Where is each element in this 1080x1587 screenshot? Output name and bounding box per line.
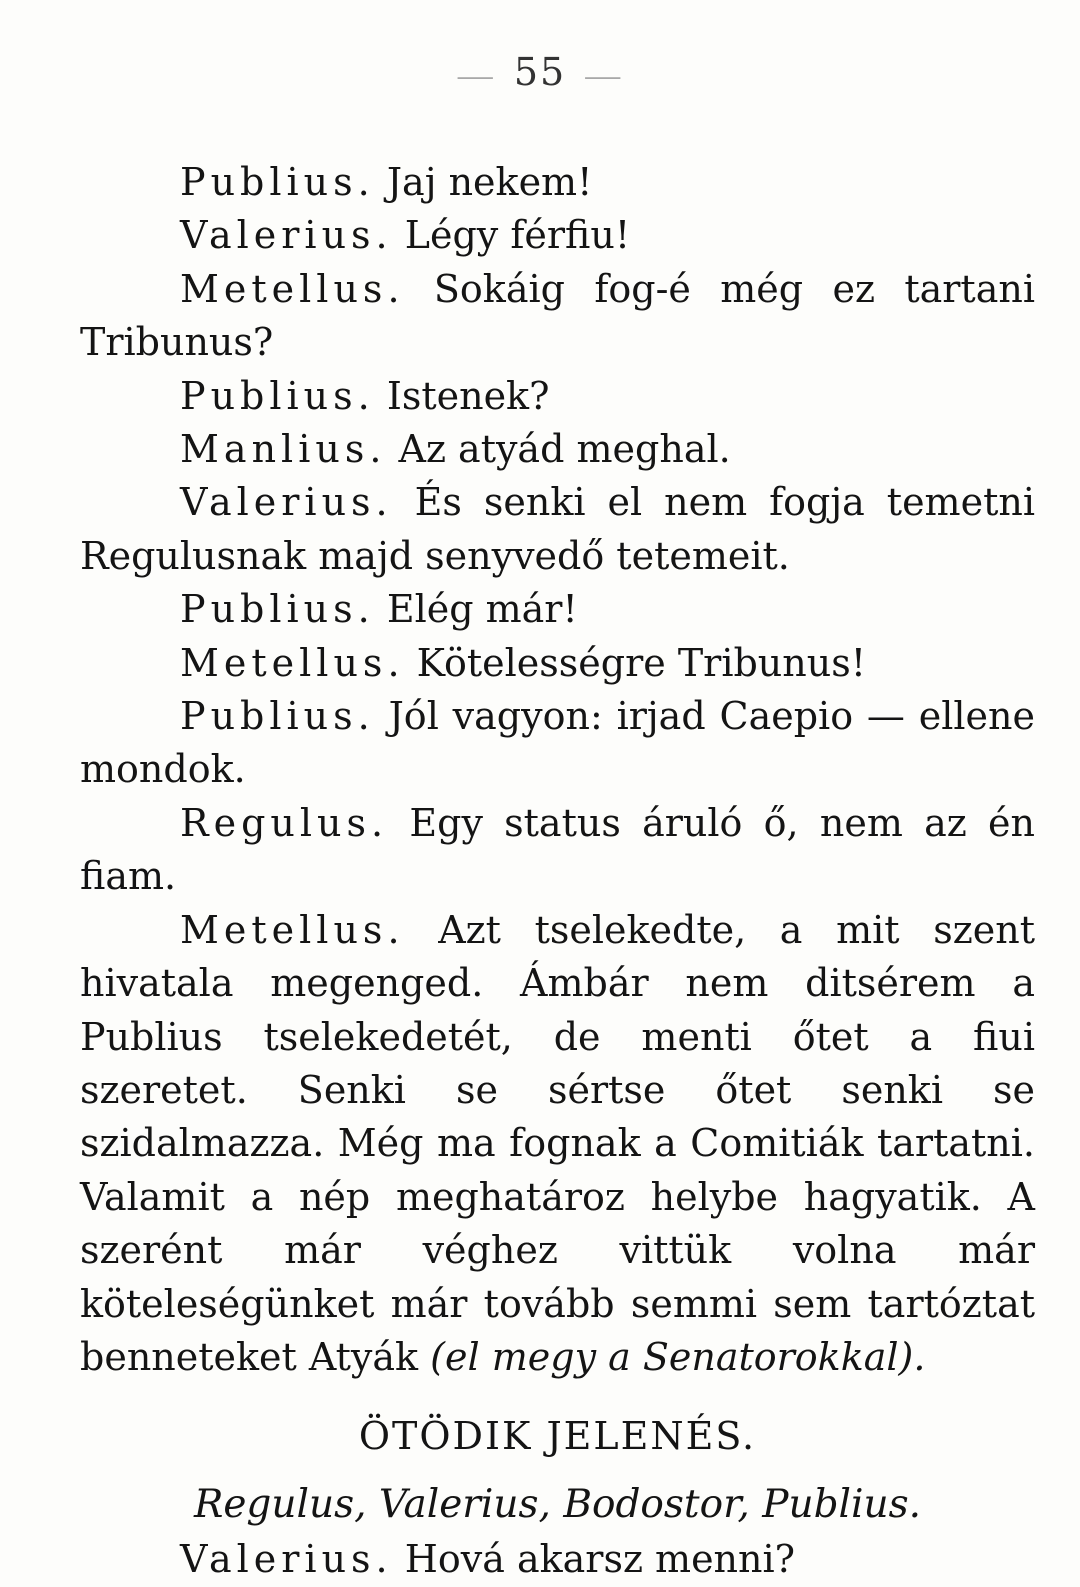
stage-direction: (el megy a Senatorokkal). [430,1334,926,1379]
dialogue-line [80,370,1035,423]
line-text: Sokáig fog-é még ez tartani Tribunus? [80,266,1035,365]
dialogue-line [80,263,1035,370]
dialogue-line [80,904,1035,1385]
dialogue-line [80,637,1035,690]
speaker-name: Manlius. [180,427,387,472]
line-text: Légy férfiu! [404,213,631,258]
speaker-name: Metellus. [180,266,405,311]
scene-cast: Regulus, Valerius, Bodostor, Publius. [193,1481,922,1527]
speaker-name: Valerius. [180,480,393,525]
dialogue-line [80,690,1035,797]
speaker-name: Metellus. [180,907,405,952]
dialogue-line [80,156,1035,209]
line-text: Az atyád meghal. [398,427,731,472]
speaker-name: Regulus. [180,800,389,845]
dialogue-line [80,476,1035,583]
page-header [0,50,1080,94]
line-text: Kötelességre Tribunus! [416,640,867,685]
scene-title: ÖTÖDIK JELENÉS. [358,1414,757,1459]
speaker-name: Publius. [180,160,375,204]
line-text: Jaj nekem! [386,160,593,204]
line-text: Jól vagyon: irjad Caepio — ellene mondok. [80,694,1035,792]
speaker-name: Publius. [180,587,375,632]
line-text: Istenek? [386,373,550,418]
dialogue-line [80,423,1035,476]
dialogue-line [80,1533,1035,1586]
speaker-name: Valerius. [180,213,393,258]
dialogue-line [80,583,1035,636]
speaker-name: Publius. [180,373,375,418]
dialogue-body [80,156,1035,1587]
ornament-left: ⸺ [456,65,496,90]
dialogue-line [80,209,1035,262]
dialogue-line [80,797,1035,904]
line-text: Azt tselekedte, a mit szent hivatala megenged. Ámbár nem ditsérem a Publius tselekedetét, de menti őtet a fiui szeretet. Senki se sértse őtet senki se szidalmazza. Még ma fognak a Comitiák tartatni. Valamit a nép meghatároz helybe hagyatik. A szerént már véghez vittük volna már köteleségünket már tovább semmi sem tartóztat benneteket Atyák [80,907,1035,1379]
speaker-name: Valerius. [180,1537,393,1582]
line-text: És senki el nem fogja temetni Regulusnak majd senyvedő tetemeit. [80,480,1035,578]
line-text: Egy status áruló ő, nem az én fiam. [80,800,1035,899]
page-number: 55 [513,50,567,94]
line-text: Hová akarsz menni? [404,1537,796,1582]
speaker-name: Metellus. [180,640,405,685]
ornament-right: ⸺ [584,65,624,90]
line-text: Elég már! [386,587,578,632]
speaker-name: Publius. [180,694,375,739]
